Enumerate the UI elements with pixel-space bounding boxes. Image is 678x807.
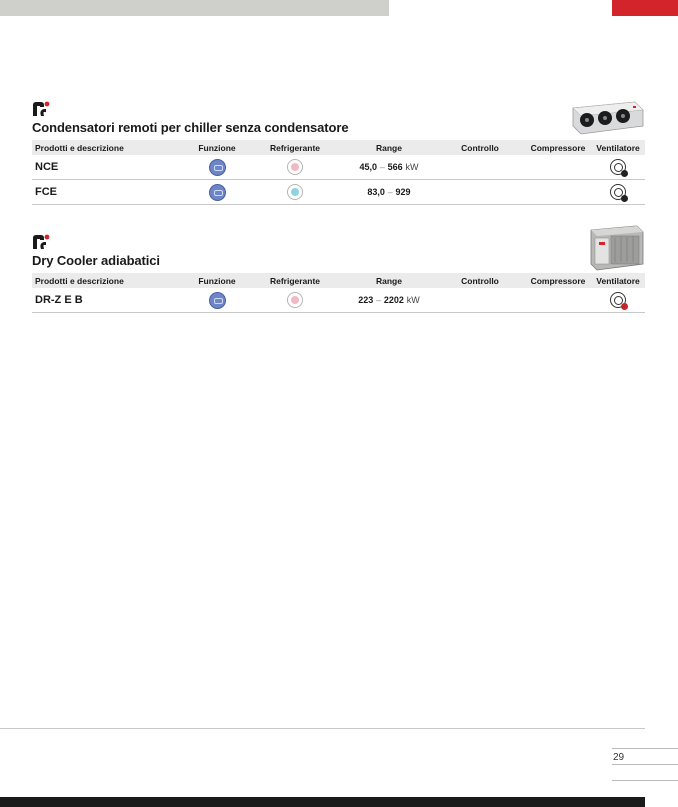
- table-header-row: [32, 140, 645, 155]
- table-row[interactable]: [32, 288, 645, 313]
- range-value: 45,0 – 566 kW: [343, 155, 435, 180]
- product-table: [32, 140, 645, 205]
- control-cell: [435, 180, 525, 205]
- dry-cooler-unit-image: [587, 224, 645, 272]
- product-name: NCE: [32, 155, 187, 180]
- fan-icon: [610, 292, 626, 308]
- control-cell: [435, 155, 525, 180]
- col-ventilatore: Ventilatore: [591, 140, 645, 155]
- section-dry-cooler: [32, 234, 645, 313]
- page-number-rule: [612, 780, 678, 781]
- product-table: [32, 273, 645, 313]
- compressor-cell: [525, 155, 591, 180]
- page-number-rule: [612, 764, 678, 765]
- footer-bar: [0, 797, 645, 807]
- top-red-bar: [612, 0, 678, 16]
- range-value: 223 – 2202 kW: [343, 288, 435, 313]
- function-icon: [209, 159, 226, 176]
- col-prodotti: Prodotti e descrizione: [32, 140, 187, 155]
- col-range: Range: [343, 140, 435, 155]
- table-row[interactable]: [32, 155, 645, 180]
- col-controllo: Controllo: [435, 273, 525, 288]
- range-value: 83,0 – 929: [343, 180, 435, 205]
- col-ventilatore: Ventilatore: [591, 273, 645, 288]
- col-range: Range: [343, 273, 435, 288]
- fan-icon: [610, 184, 626, 200]
- function-icon: [209, 292, 226, 309]
- col-refrigerante: Refrigerante: [247, 140, 343, 155]
- compressor-cell: [525, 288, 591, 313]
- col-prodotti: Prodotti e descrizione: [32, 273, 187, 288]
- fan-icon: [610, 159, 626, 175]
- section-condensatori: [32, 101, 645, 205]
- section-title: Condensatori remoti per chiller senza condensatore: [32, 120, 349, 135]
- table-row[interactable]: [32, 180, 645, 205]
- refrigerant-icon: [287, 292, 303, 308]
- refrigerant-icon: [287, 159, 303, 175]
- col-funzione: Funzione: [187, 273, 247, 288]
- condenser-unit-image: [571, 98, 645, 136]
- col-funzione: Funzione: [187, 140, 247, 155]
- top-grey-bar: [0, 0, 389, 16]
- page-number-rule: [612, 748, 678, 749]
- col-controllo: Controllo: [435, 140, 525, 155]
- brand-logo-icon: [32, 234, 50, 250]
- brand-logo-icon: [32, 101, 50, 117]
- compressor-cell: [525, 180, 591, 205]
- table-header-row: [32, 273, 645, 288]
- col-compressore: Compressore: [525, 140, 591, 155]
- section-title: Dry Cooler adiabatici: [32, 253, 160, 268]
- page-number: 29: [613, 752, 625, 763]
- col-refrigerante: Refrigerante: [247, 273, 343, 288]
- col-compressore: Compressore: [525, 273, 591, 288]
- refrigerant-icon: [287, 184, 303, 200]
- control-cell: [435, 288, 525, 313]
- product-name: DR-Z E B: [32, 288, 187, 313]
- product-name: FCE: [32, 180, 187, 205]
- bottom-divider: [0, 728, 645, 729]
- function-icon: [209, 184, 226, 201]
